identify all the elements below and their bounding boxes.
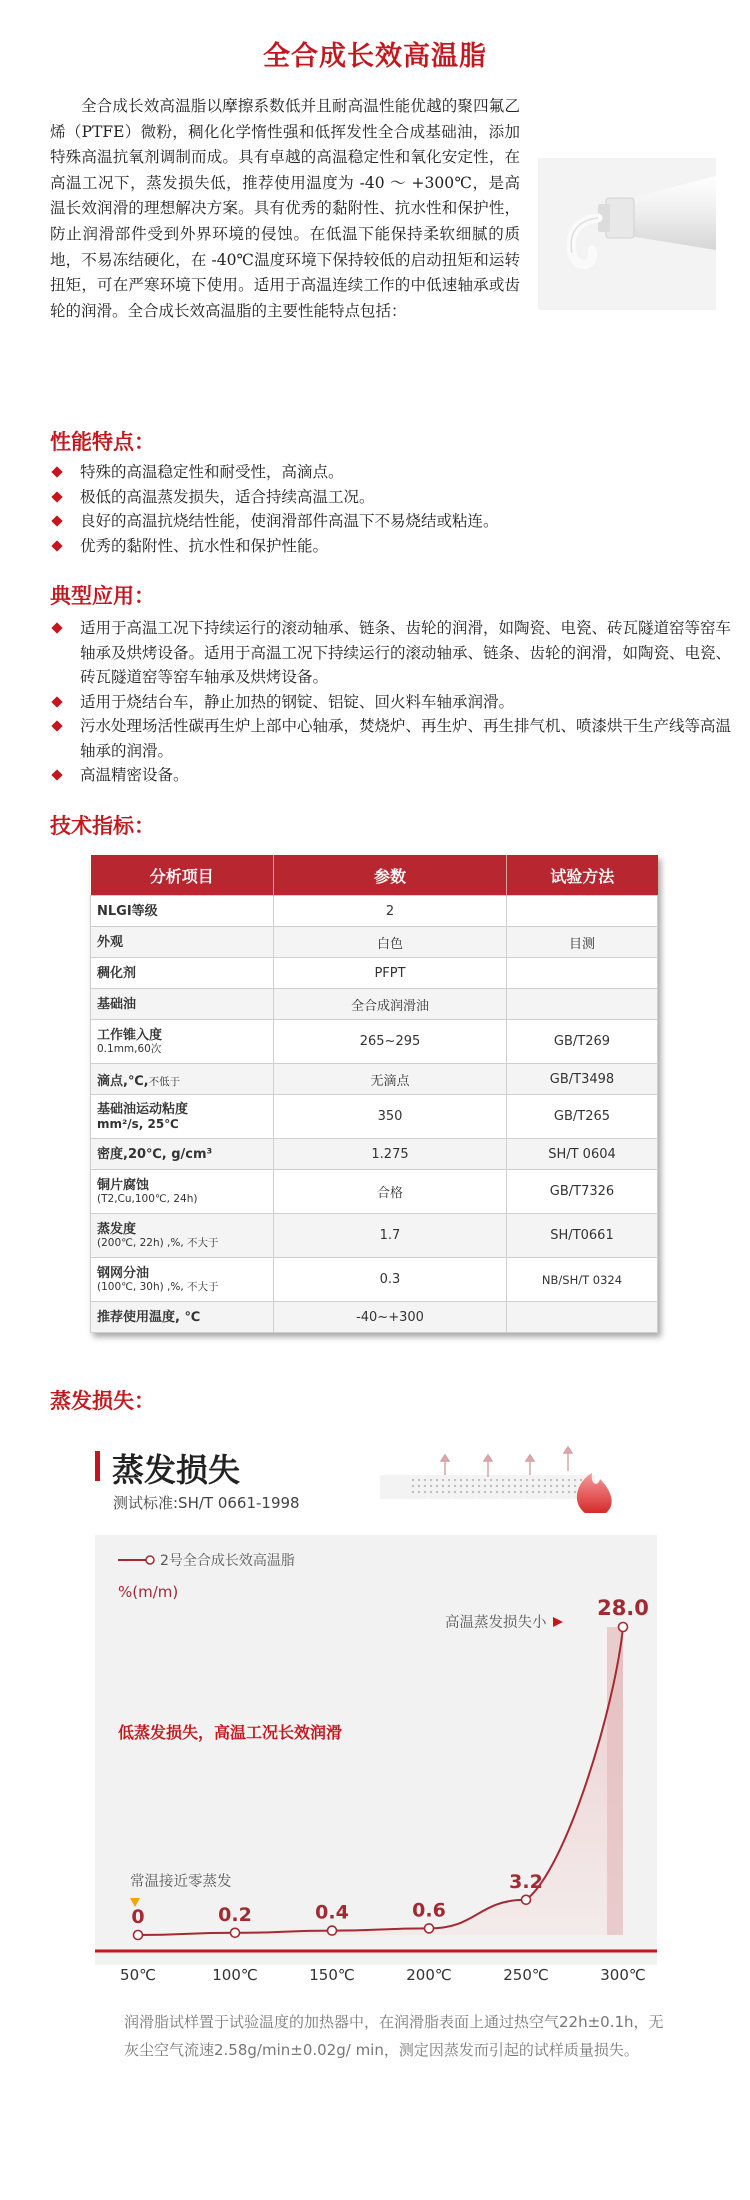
chart-heading: 蒸发损失 bbox=[112, 1451, 241, 1489]
item-cell: 滴点,℃,不低于 bbox=[91, 1064, 274, 1095]
item-cell: 铜片腐蚀 (T2,Cu,100℃, 24h) bbox=[91, 1170, 274, 1214]
value-cell: 0.3 bbox=[274, 1258, 507, 1302]
item-cell: 稠化剂 bbox=[91, 958, 274, 989]
list-item: 良好的高温抗烧结性能，使润滑部件高温下不易烧结或粘连。 bbox=[50, 509, 740, 534]
value-cell: 350 bbox=[274, 1095, 507, 1139]
table-row bbox=[91, 1020, 658, 1064]
value-cell: 合格 bbox=[274, 1170, 507, 1214]
method-cell: GB/T265 bbox=[507, 1095, 658, 1139]
x-tick-label: 250℃ bbox=[503, 1966, 549, 1984]
features-title: 性能特点： bbox=[50, 430, 155, 454]
value-cell: 1.7 bbox=[274, 1214, 507, 1258]
method-cell: GB/T3498 bbox=[507, 1064, 658, 1095]
product-tube-image bbox=[538, 158, 716, 310]
data-point bbox=[328, 1926, 337, 1935]
x-tick-label: 150℃ bbox=[309, 1966, 355, 1984]
vapor-arrows-icon bbox=[441, 1447, 572, 1477]
data-point bbox=[134, 1931, 143, 1940]
diamond-bullet-icon bbox=[51, 696, 62, 707]
x-tick-label: 50℃ bbox=[120, 1966, 156, 1984]
diamond-bullet-icon bbox=[51, 466, 62, 477]
applications-title: 典型应用： bbox=[50, 584, 155, 608]
table-row bbox=[91, 1095, 658, 1139]
y-axis-label: %(m/m) bbox=[118, 1583, 179, 1601]
annotation-room-temp: 常温接近零蒸发 bbox=[130, 1874, 232, 1890]
table-row bbox=[91, 896, 658, 927]
data-point bbox=[425, 1924, 434, 1933]
value-cell: 白色 bbox=[274, 927, 507, 958]
method-cell bbox=[507, 989, 658, 1020]
item-cell: 基础油 bbox=[91, 989, 274, 1020]
table-row bbox=[91, 1170, 658, 1214]
value-cell: -40~+300 bbox=[274, 1302, 507, 1333]
x-tick-label: 200℃ bbox=[406, 1966, 452, 1984]
item-cell: 基础油运动粘度 mm²/s, 25℃ bbox=[91, 1095, 274, 1139]
evaporation-chart bbox=[0, 1535, 750, 2000]
list-item: 污水处理场活性碳再生炉上部中心轴承，焚烧炉、再生炉、再生排气机、喷漆烘干生产线等高温轴承的润滑。 bbox=[50, 714, 740, 763]
item-cell: 钢网分油 (100℃, 30h) ,%, 不大于 bbox=[91, 1258, 274, 1302]
method-cell bbox=[507, 1302, 658, 1333]
item-cell: 工作锥入度 0.1mm,60次 bbox=[91, 1020, 274, 1064]
table-row bbox=[91, 1139, 658, 1170]
data-label: 3.2 bbox=[509, 1870, 543, 1893]
data-label: 0 bbox=[131, 1906, 145, 1928]
value-cell: 265~295 bbox=[274, 1020, 507, 1064]
spec-table bbox=[90, 855, 658, 1333]
data-label: 0.2 bbox=[218, 1903, 252, 1926]
annotation-low-loss: 低蒸发损失，高温工况长效润滑 bbox=[118, 1723, 343, 1742]
heading-accent-bar bbox=[95, 1451, 100, 1481]
method-cell: 目测 bbox=[507, 927, 658, 958]
item-cell: 推荐使用温度, ℃ bbox=[91, 1302, 274, 1333]
diamond-bullet-icon bbox=[51, 769, 62, 780]
value-cell: 全合成润滑油 bbox=[274, 989, 507, 1020]
table-row bbox=[91, 1214, 658, 1258]
specs-title: 技术指标： bbox=[50, 814, 155, 838]
evaporation-title: 蒸发损失： bbox=[50, 1389, 155, 1413]
method-cell: GB/T269 bbox=[507, 1020, 658, 1064]
annotation-high-temp: 高温蒸发损失小 bbox=[445, 1615, 547, 1631]
method-cell bbox=[507, 896, 658, 927]
legend-marker bbox=[146, 1556, 154, 1564]
method-cell bbox=[507, 958, 658, 989]
value-cell: 无滴点 bbox=[274, 1064, 507, 1095]
table-row bbox=[91, 1064, 658, 1095]
table-row bbox=[91, 989, 658, 1020]
column-header: 试验方法 bbox=[507, 855, 658, 896]
list-item: 优秀的黏附性、抗水性和保护性能。 bbox=[50, 534, 740, 559]
list-item: 极低的高温蒸发损失，适合持续高温工况。 bbox=[50, 485, 740, 510]
column-header: 参数 bbox=[274, 855, 507, 896]
item-cell: 外观 bbox=[91, 927, 274, 958]
method-cell: SH/T0661 bbox=[507, 1214, 658, 1258]
item-cell: 密度,20℃, g/cm³ bbox=[91, 1139, 274, 1170]
features-list bbox=[50, 460, 740, 558]
diamond-bullet-icon bbox=[51, 720, 62, 731]
method-cell: SH/T 0604 bbox=[507, 1139, 658, 1170]
item-cell: 蒸发度 (200℃, 22h) ,%, 不大于 bbox=[91, 1214, 274, 1258]
column-header: 分析项目 bbox=[91, 855, 274, 896]
diamond-bullet-icon bbox=[51, 540, 62, 551]
diamond-bullet-icon bbox=[51, 491, 62, 502]
chart-caption: 润滑脂试样置于试验温度的加热器中，在润滑脂表面上通过热空气22h±0.1h，无灰尘空气流速2.58g/min±0.02g/ min，测定因蒸发而引起的试样质量损失。 bbox=[124, 2013, 664, 2059]
legend-label: 2号全合成长效高温脂 bbox=[160, 1553, 295, 1569]
list-item: 适用于烧结台车，静止加热的钢锭、铝锭、回火料车轴承润滑。 bbox=[50, 690, 740, 715]
x-tick-label: 300℃ bbox=[600, 1966, 646, 1984]
data-label: 28.0 bbox=[597, 1596, 649, 1620]
diamond-bullet-icon bbox=[51, 622, 62, 633]
data-label: 0.4 bbox=[315, 1901, 349, 1924]
method-cell: NB/SH/T 0324 bbox=[507, 1258, 658, 1302]
value-cell: PFPT bbox=[274, 958, 507, 989]
data-point bbox=[522, 1895, 531, 1904]
table-row bbox=[91, 1302, 658, 1333]
grease-tube-illustration bbox=[538, 158, 716, 310]
table-row bbox=[91, 958, 658, 989]
page-title: 全合成长效高温脂 bbox=[263, 41, 487, 72]
intro-paragraph: 全合成长效高温脂以摩擦系数低并且耐高温性能优越的聚四氟乙烯（PTFE）微粉，稠化化学惰性强和低挥发性全合成基础油，添加特殊高温抗氧剂调制而成。具有卓越的高温稳定性和氧化安定性，在高温工况下，蒸发损失低，推荐使用温度为 -40 ～ +300℃，是高温长效润滑的理想解决方案。具有优秀的黏附性、抗水性和保护性，防止润滑部件受到外界环境的侵蚀。在低温下能保持柔软细腻的质地，不易冻结硬化，在 -40℃温度环境下保持较低的启动扭矩和运转扭矩，可在严寒环境下使用。适用于高温连续工作的中低速轴承或齿轮的润滑。全合成长效高温脂的主要性能特点包括： bbox=[50, 97, 520, 320]
value-cell: 1.275 bbox=[274, 1139, 507, 1170]
data-point bbox=[619, 1623, 628, 1632]
grease-dots bbox=[410, 1479, 590, 1497]
table-header-row bbox=[91, 855, 658, 896]
list-item: 高温精密设备。 bbox=[50, 763, 740, 788]
item-cell: NLGI等级 bbox=[91, 896, 274, 927]
evaporation-illustration bbox=[380, 1435, 640, 1520]
list-item: 特殊的高温稳定性和耐受性，高滴点。 bbox=[50, 460, 740, 485]
value-cell: 2 bbox=[274, 896, 507, 927]
data-point bbox=[231, 1928, 240, 1937]
x-tick-label: 100℃ bbox=[212, 1966, 258, 1984]
chart-standard: 测试标准:SH/T 0661-1998 bbox=[113, 1494, 300, 1512]
applications-list bbox=[50, 616, 740, 788]
table-row bbox=[91, 927, 658, 958]
diamond-bullet-icon bbox=[51, 515, 62, 526]
table-row bbox=[91, 1258, 658, 1302]
method-cell: GB/T7326 bbox=[507, 1170, 658, 1214]
data-label: 0.6 bbox=[412, 1899, 446, 1922]
list-item: 适用于高温工况下持续运行的滚动轴承、链条、齿轮的润滑，如陶瓷、电瓷、砖瓦隧道窑等窑车轴承及烘烤设备。适用于高温工况下持续运行的滚动轴承、链条、齿轮的润滑，如陶瓷、电瓷、砖瓦隧道窑等窑车轴承及烘烤设备。 bbox=[50, 616, 740, 690]
